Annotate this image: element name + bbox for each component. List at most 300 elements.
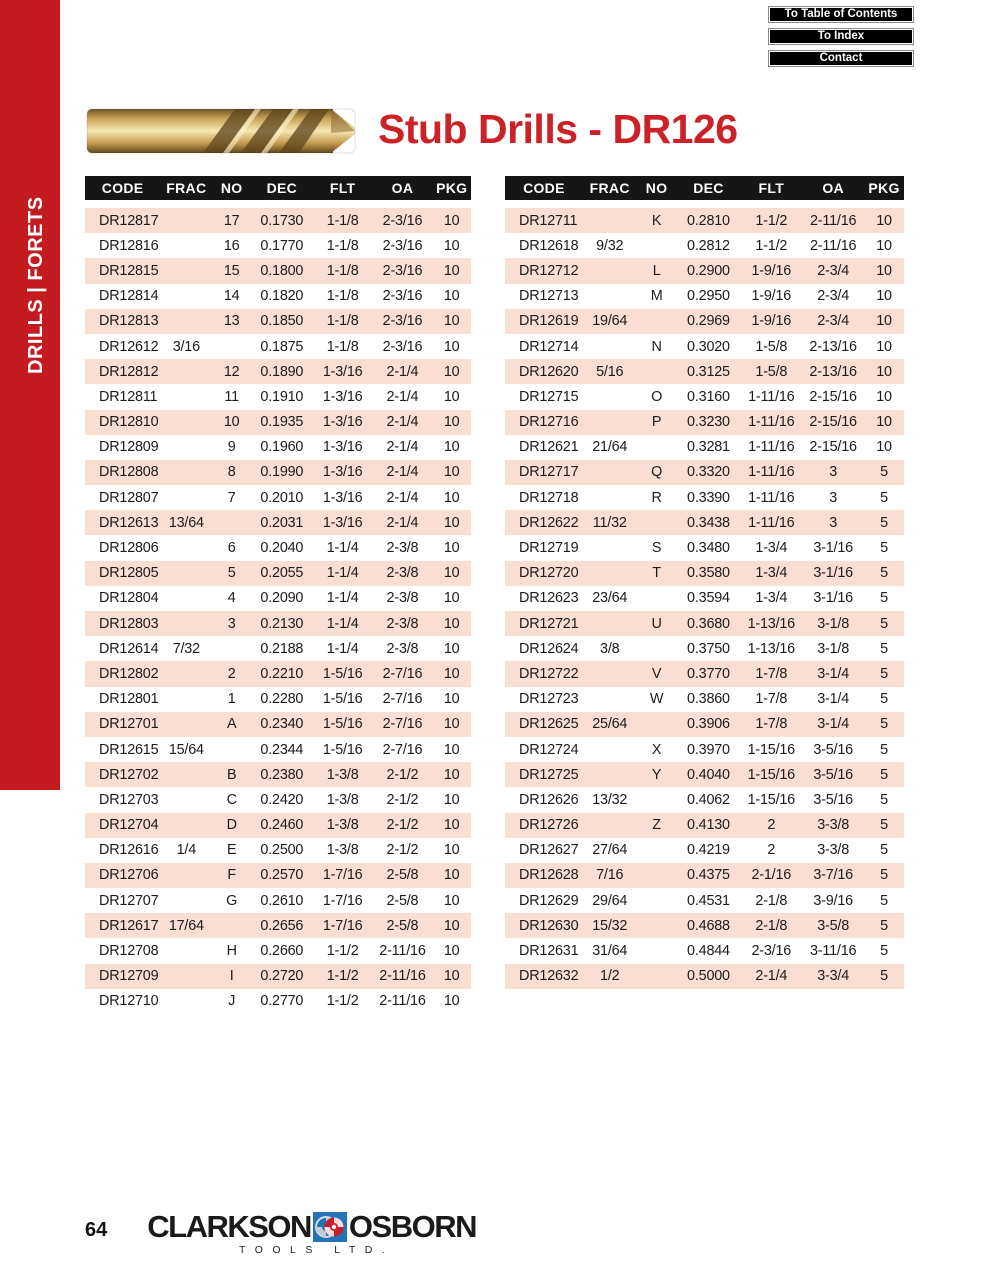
cell-code: DR12717: [519, 464, 579, 481]
cell-flt: 1-3/8: [326, 817, 359, 834]
cell-oa: 3: [829, 489, 838, 506]
cell-no: [212, 334, 251, 359]
cell-pkg: 10: [876, 338, 892, 355]
cell-no: K: [651, 212, 662, 229]
cell-code: DR12719: [519, 540, 579, 557]
cell-oa: 3-1/8: [817, 640, 850, 657]
cell-pkg: 10: [443, 640, 460, 657]
cell-dec: 0.3970: [687, 741, 730, 758]
cell-pkg: 10: [443, 665, 460, 682]
cell-oa: 2-3/4: [817, 262, 850, 279]
cell-oa: 2-3/4: [817, 288, 850, 305]
cell-flt: 2-1/8: [755, 917, 788, 934]
cell-no: Y: [651, 766, 662, 783]
column-header-no: NO: [212, 176, 251, 204]
cell-pkg: 10: [876, 262, 892, 279]
cell-pkg: 5: [880, 640, 888, 657]
cell-flt: 1-1/4: [326, 615, 359, 632]
table-row: [505, 359, 904, 384]
cell-pkg: 10: [876, 288, 892, 305]
column-header-pkg: PKG: [864, 176, 904, 204]
cell-frac: [160, 233, 212, 258]
cell-no: 11: [224, 388, 239, 405]
cell-flt: 1-9/16: [751, 262, 792, 279]
cell-flt: 1-1/8: [326, 288, 359, 305]
cell-no: [637, 913, 677, 938]
column-header-flt: FLT: [740, 176, 802, 204]
cell-flt: 2: [767, 842, 776, 859]
cell-flt: 2-1/16: [751, 867, 792, 884]
cell-pkg: 10: [443, 791, 460, 808]
cell-oa: 3-5/16: [813, 741, 853, 758]
cell-frac: [160, 359, 212, 384]
cell-no: 7: [227, 489, 236, 506]
cell-no: 15: [223, 262, 240, 279]
cell-no: D: [226, 817, 237, 834]
cell-pkg: 10: [876, 363, 892, 380]
cell-pkg: 10: [443, 439, 460, 456]
cell-frac: [160, 485, 212, 510]
cell-dec: 0.4375: [687, 867, 730, 884]
cell-oa: 2-1/2: [386, 791, 419, 808]
cell-no: V: [651, 665, 662, 682]
cell-no: L: [652, 262, 661, 279]
cell-frac: [160, 284, 212, 309]
cell-pkg: 5: [880, 817, 888, 834]
cell-code: DR12627: [519, 842, 579, 859]
table-row: [505, 938, 904, 963]
nav-buttons: [768, 6, 914, 67]
cell-flt: 1-7/16: [322, 867, 363, 884]
cell-flt: 1-7/8: [755, 691, 788, 708]
cell-pkg: 10: [876, 439, 892, 456]
cell-oa: 2-1/4: [386, 363, 419, 380]
cell-dec: 0.2040: [260, 540, 304, 557]
nav-table-of-contents-button[interactable]: To Table of Contents: [768, 6, 914, 23]
cell-flt: 1-7/8: [755, 716, 788, 733]
cell-frac: [160, 611, 212, 636]
cell-oa: 2-3/8: [386, 615, 419, 632]
table-row: [85, 334, 471, 359]
cell-frac: [583, 284, 637, 309]
cell-no: 10: [223, 414, 240, 431]
cell-dec: 0.3750: [687, 640, 730, 657]
cell-flt: 1-3/4: [755, 540, 788, 557]
cell-frac: [583, 460, 637, 485]
table-row: [85, 233, 471, 258]
table-row: [505, 636, 904, 661]
cell-dec: 0.4062: [687, 791, 730, 808]
cell-flt: 1-3/16: [322, 514, 363, 531]
cell-oa: 2-3/16: [382, 288, 423, 305]
cell-frac: [160, 787, 212, 812]
cell-code: DR12709: [99, 968, 159, 985]
cell-flt: 1-5/8: [755, 338, 788, 355]
cell-pkg: 5: [880, 943, 888, 960]
brand-pinwheel-icon: [313, 1212, 347, 1242]
cell-dec: 0.2130: [260, 615, 304, 632]
cell-frac: 7/16: [596, 867, 624, 884]
cell-pkg: 10: [876, 212, 892, 229]
cell-no: [637, 510, 677, 535]
cell-frac: [583, 258, 637, 283]
cell-frac: [583, 384, 637, 409]
cell-code: DR12723: [519, 691, 579, 708]
cell-flt: 1-1/2: [326, 993, 359, 1010]
cell-oa: 3: [829, 464, 838, 481]
cell-pkg: 10: [443, 388, 460, 405]
cell-no: I: [229, 968, 234, 985]
cell-no: [212, 737, 251, 762]
brand-name-left: CLARKSON: [147, 1209, 311, 1244]
table-row: [85, 309, 471, 334]
cell-no: [637, 838, 677, 863]
cell-pkg: 10: [443, 262, 460, 279]
cell-code: DR12629: [519, 892, 579, 909]
cell-code: DR12714: [519, 338, 579, 355]
cell-pkg: 5: [880, 691, 888, 708]
cell-flt: 1-7/8: [755, 665, 788, 682]
column-header-no: NO: [637, 176, 677, 204]
cell-pkg: 10: [876, 414, 892, 431]
column-header-dec: DEC: [251, 176, 313, 204]
table-row: [505, 737, 904, 762]
table-row: [85, 359, 471, 384]
cell-dec: 0.2280: [260, 691, 304, 708]
table-row: [85, 384, 471, 409]
cell-oa: 2-11/16: [809, 237, 857, 254]
cell-flt: 1-13/16: [747, 615, 795, 632]
cell-flt: 2-1/8: [755, 892, 788, 909]
cell-oa: 3-5/16: [813, 766, 853, 783]
cell-frac: [583, 485, 637, 510]
cell-dec: 0.2031: [260, 514, 304, 531]
cell-oa: 2-15/16: [809, 439, 857, 456]
cell-pkg: 5: [880, 464, 888, 481]
cell-oa: 3-3/4: [817, 968, 850, 985]
cell-dec: 0.4531: [687, 892, 730, 909]
stub-drill-table-right: [505, 176, 904, 989]
cell-code: DR12704: [99, 817, 159, 834]
cell-dec: 0.2010: [260, 489, 304, 506]
column-header-flt: FLT: [313, 176, 373, 204]
cell-pkg: 5: [880, 766, 888, 783]
cell-flt: 1-3/8: [326, 766, 359, 783]
cell-code: DR12628: [519, 867, 579, 884]
cell-dec: 0.4040: [687, 766, 730, 783]
cell-code: DR12816: [99, 237, 159, 254]
cell-frac: 15/64: [168, 741, 204, 758]
cell-flt: 1-1/4: [326, 590, 359, 607]
cell-flt: 1-3/4: [755, 590, 788, 607]
cell-flt: 1-3/16: [322, 464, 363, 481]
cell-dec: 0.3160: [687, 388, 730, 405]
cell-dec: 0.2460: [260, 817, 304, 834]
cell-oa: 2-1/4: [386, 464, 419, 481]
column-header-pkg: PKG: [432, 176, 471, 204]
cell-oa: 2-11/16: [379, 943, 426, 960]
cell-code: DR12726: [519, 817, 579, 834]
cell-oa: 2-11/16: [379, 968, 426, 985]
cell-frac: [160, 586, 212, 611]
cell-oa: 2-1/2: [386, 842, 419, 859]
cell-code: DR12632: [519, 968, 579, 985]
table-row: [505, 863, 904, 888]
cell-dec: 0.3680: [687, 615, 730, 632]
cell-oa: 3-1/4: [817, 691, 850, 708]
cell-code: DR12803: [99, 615, 159, 632]
cell-dec: 0.3580: [687, 565, 730, 582]
cell-oa: 3-1/4: [817, 716, 850, 733]
cell-frac: [160, 309, 212, 334]
table-row: [505, 384, 904, 409]
cell-dec: 0.2812: [687, 237, 730, 254]
cell-code: DR12815: [99, 262, 159, 279]
cell-no: U: [651, 615, 662, 632]
cell-oa: 3-5/16: [813, 791, 853, 808]
cell-pkg: 5: [880, 968, 888, 985]
cell-flt: 1-15/16: [747, 791, 795, 808]
column-header-oa: OA: [373, 176, 433, 204]
section-tab-drills: [0, 0, 60, 790]
cell-flt: 1-1/4: [326, 540, 359, 557]
cell-pkg: 5: [880, 615, 888, 632]
table-row: [505, 233, 904, 258]
cell-frac: [583, 737, 637, 762]
cell-flt: 1-5/16: [322, 741, 363, 758]
cell-dec: 0.3480: [687, 540, 730, 557]
table-row: [505, 661, 904, 686]
cell-no: [637, 863, 677, 888]
cell-dec: 0.3125: [687, 363, 730, 380]
cell-frac: [583, 661, 637, 686]
cell-pkg: 10: [443, 237, 460, 254]
table-row: [505, 687, 904, 712]
cell-pkg: 10: [443, 212, 460, 229]
cell-pkg: 5: [880, 842, 888, 859]
cell-code: DR12708: [99, 943, 159, 960]
cell-flt: 1-3/16: [322, 489, 363, 506]
cell-flt: 1-11/16: [748, 489, 795, 506]
cell-frac: [160, 460, 212, 485]
cell-dec: 0.3438: [687, 514, 730, 531]
table-row: [85, 888, 471, 913]
cell-pkg: 5: [880, 791, 888, 808]
cell-frac: [160, 384, 212, 409]
cell-no: 5: [227, 565, 236, 582]
table-row: [85, 258, 471, 283]
cell-oa: 2-7/16: [382, 716, 423, 733]
cell-oa: 2-7/16: [382, 665, 423, 682]
cell-pkg: 5: [880, 741, 888, 758]
column-header-code: CODE: [505, 176, 583, 204]
cell-frac: [160, 435, 212, 460]
cell-frac: [583, 687, 637, 712]
cell-pkg: 10: [443, 288, 460, 305]
cell-dec: 0.2090: [260, 590, 304, 607]
cell-oa: 3-3/8: [817, 817, 850, 834]
cell-pkg: 10: [443, 363, 460, 380]
page-number: 64: [85, 1219, 108, 1241]
cell-code: DR12801: [99, 691, 159, 708]
cell-code: DR12802: [99, 665, 159, 682]
cell-dec: 0.2500: [260, 842, 304, 859]
cell-code: DR12810: [99, 414, 159, 431]
cell-pkg: 10: [443, 313, 460, 330]
cell-frac: [583, 813, 637, 838]
cell-pkg: 10: [443, 968, 460, 985]
table-row: [85, 611, 471, 636]
cell-code: DR12614: [99, 640, 159, 657]
cell-oa: 3-11/16: [809, 943, 857, 960]
cell-flt: 1-13/16: [747, 640, 795, 657]
cell-oa: 3-3/8: [817, 842, 850, 859]
cell-pkg: 5: [880, 867, 888, 884]
cell-oa: 2-5/8: [386, 867, 419, 884]
cell-no: [637, 964, 677, 989]
cell-dec: 0.2810: [687, 212, 730, 229]
table-row: [85, 863, 471, 888]
cell-oa: 3-1/8: [817, 615, 850, 632]
cell-pkg: 10: [443, 514, 460, 531]
cell-dec: 0.3281: [687, 439, 730, 456]
cell-frac: 13/64: [168, 514, 204, 531]
cell-pkg: 5: [880, 565, 888, 582]
cell-code: DR12720: [519, 565, 579, 582]
cell-frac: [160, 258, 212, 283]
table-row: [85, 636, 471, 661]
table-row: [505, 309, 904, 334]
cell-code: DR12624: [519, 640, 579, 657]
cell-no: A: [226, 716, 237, 733]
cell-flt: 2-1/4: [755, 968, 788, 985]
cell-code: DR12702: [99, 766, 159, 783]
cell-frac: [583, 535, 637, 560]
cell-no: 12: [223, 363, 240, 380]
cell-code: DR12630: [519, 917, 579, 934]
cell-code: DR12813: [99, 313, 159, 330]
cell-no: 6: [227, 540, 236, 557]
table-row: [85, 813, 471, 838]
cell-oa: 3-7/16: [813, 867, 853, 884]
cell-oa: 2-1/2: [386, 817, 419, 834]
cell-no: X: [651, 741, 662, 758]
cell-dec: 0.2210: [260, 665, 304, 682]
cell-frac: [160, 535, 212, 560]
table-row: [505, 838, 904, 863]
cell-dec: 0.3770: [687, 665, 730, 682]
cell-frac: 13/32: [592, 791, 628, 808]
cell-flt: 1-5/16: [322, 716, 363, 733]
cell-dec: 0.2660: [260, 943, 304, 960]
cell-dec: 0.2188: [260, 640, 304, 657]
nav-contact-button[interactable]: Contact: [768, 50, 914, 67]
column-header-frac: FRAC: [160, 176, 212, 204]
cell-code: DR12808: [99, 464, 159, 481]
cell-no: [637, 233, 677, 258]
cell-frac: 1/4: [176, 842, 197, 859]
cell-pkg: 10: [443, 338, 460, 355]
cell-frac: 15/32: [592, 917, 628, 934]
cell-no: 2: [227, 665, 236, 682]
cell-dec: 0.2770: [260, 993, 304, 1010]
cell-dec: 0.2969: [687, 313, 730, 330]
cell-frac: [583, 611, 637, 636]
cell-dec: 0.3230: [687, 414, 730, 431]
cell-pkg: 10: [443, 917, 460, 934]
cell-frac: [160, 762, 212, 787]
table-row: [505, 762, 904, 787]
cell-frac: 27/64: [592, 842, 628, 859]
cell-pkg: 10: [876, 237, 892, 254]
table-row: [505, 913, 904, 938]
cell-code: DR12804: [99, 590, 159, 607]
cell-code: DR12713: [519, 288, 579, 305]
nav-index-button[interactable]: To Index: [768, 28, 914, 45]
cell-oa: 2-1/4: [386, 414, 419, 431]
cell-pkg: 10: [443, 993, 460, 1010]
table-row: [505, 435, 904, 460]
cell-no: Z: [652, 817, 661, 834]
cell-oa: 2-3/8: [386, 565, 419, 582]
cell-oa: 2-1/4: [386, 388, 419, 405]
cell-no: E: [226, 842, 237, 859]
cell-flt: 1-5/8: [755, 363, 788, 380]
cell-no: [637, 309, 677, 334]
column-header-oa: OA: [802, 176, 864, 204]
table-row: [85, 762, 471, 787]
section-tab-label: DRILLS | FORETS: [25, 196, 47, 374]
cell-no: [637, 359, 677, 384]
cell-oa: 3: [829, 514, 838, 531]
cell-frac: 25/64: [592, 716, 628, 733]
cell-dec: 0.4844: [687, 943, 730, 960]
cell-flt: 1-1/8: [326, 338, 359, 355]
cell-dec: 0.1820: [260, 288, 304, 305]
cell-dec: 0.1910: [260, 388, 304, 405]
cell-flt: 1-15/16: [747, 766, 795, 783]
cell-frac: [160, 863, 212, 888]
cell-frac: [160, 964, 212, 989]
cell-no: [637, 938, 677, 963]
cell-pkg: 5: [880, 590, 888, 607]
cell-oa: 2-3/8: [386, 590, 419, 607]
table-row: [505, 258, 904, 283]
cell-pkg: 5: [880, 892, 888, 909]
cell-flt: 1-3/16: [322, 363, 363, 380]
cell-frac: [160, 712, 212, 737]
drill-bit-illustration: [85, 93, 357, 169]
cell-no: T: [652, 565, 661, 582]
cell-oa: 3-1/4: [817, 665, 850, 682]
cell-dec: 0.1800: [260, 262, 304, 279]
cell-dec: 0.2055: [260, 565, 304, 582]
cell-code: DR12811: [99, 388, 158, 405]
cell-no: 3: [227, 615, 236, 632]
cell-dec: 0.3906: [687, 716, 730, 733]
table-row: [505, 284, 904, 309]
cell-no: [637, 787, 677, 812]
cell-frac: [583, 204, 637, 233]
cell-pkg: 10: [443, 842, 460, 859]
cell-dec: 0.2900: [687, 262, 730, 279]
cell-pkg: 10: [443, 943, 460, 960]
cell-no: [637, 712, 677, 737]
cell-no: W: [649, 691, 664, 708]
cell-dec: 0.3594: [687, 590, 730, 607]
cell-flt: 1-11/16: [748, 414, 795, 431]
cell-flt: 1-3/4: [755, 565, 788, 582]
